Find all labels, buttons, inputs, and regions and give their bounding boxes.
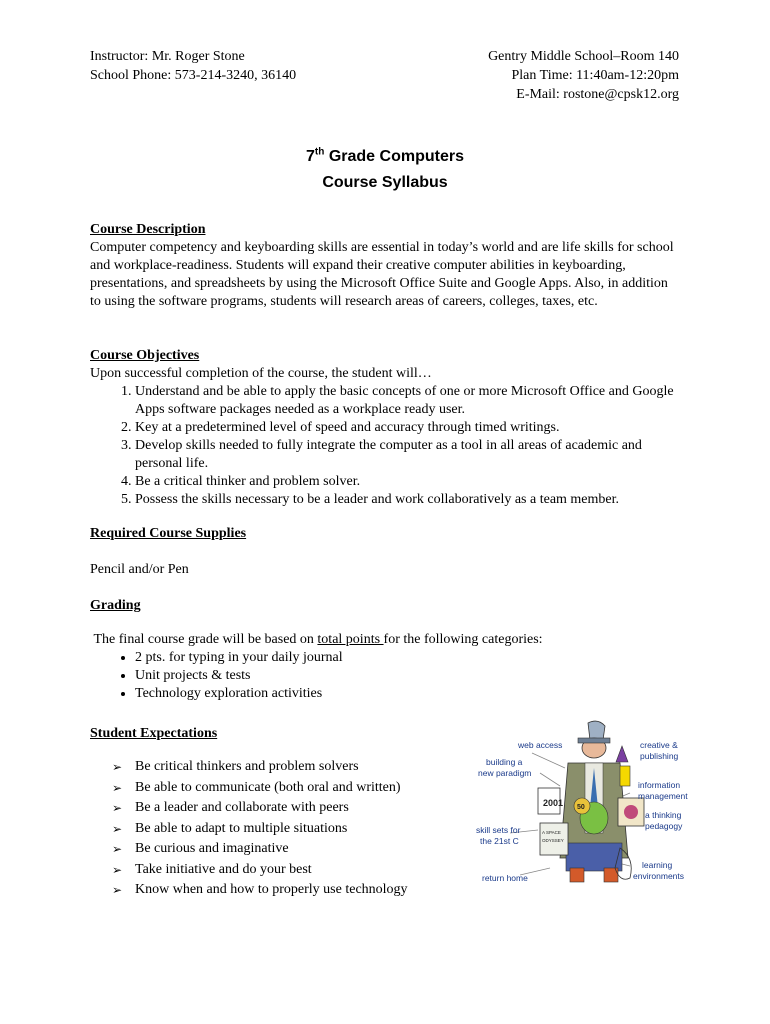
school-phone: School Phone: 573-214-3240, 36140 [90,68,297,83]
list-item: ➢ Be curious and imaginative [90,839,450,860]
label-creative-1: creative & [640,740,678,750]
label-info-1: information [638,780,681,790]
label-return-home: return home [482,873,528,883]
school-room: Gentry Middle School–Room 140 [488,49,679,64]
label-paradigm-1: building a [486,757,523,767]
arrow-bullet-icon: ➢ [112,862,123,877]
list-item: 1. Understand and be able to apply the basic concepts of one or more Microsoft Office and Google Apps software packages needed as a workplace ready user. [135,383,680,419]
description-heading: Course Description [90,222,206,237]
page-title [0,144,770,196]
label-paradigm-2: new paradigm [478,768,532,778]
expectations-heading: Student Expectations [90,726,218,741]
label-thinking-1: a thinking [645,810,682,820]
total-points: total points [317,632,384,647]
supplies-text: Pencil and/or Pen [90,562,189,577]
label-learning-1: learning [642,860,673,870]
arrow-bullet-icon: ➢ [112,801,123,815]
grading-list [90,649,680,703]
grading-intro: The final course grade will be based on total points for the following categories: [90,632,543,647]
list-item: • Technology exploration activities [135,685,680,703]
label-thinking-2: pedagogy [645,821,683,831]
arrow-bullet-icon: ➢ [112,821,123,836]
list-item: • 2 pts. for typing in your daily journal [135,649,680,667]
arrow-bullet-icon: ➢ [112,842,123,856]
instructor-info [90,47,296,85]
objectives-heading: Course Objectives [90,348,200,363]
arrow-bullet-icon: ➢ [112,780,123,795]
objectives-intro: Upon successful completion of the course, the student will… [90,366,432,381]
grading-heading: Grading [90,598,141,613]
list-item: ➢ Be critical thinkers and problem solvers [90,757,450,778]
label-skills-1: skill sets for [476,825,521,835]
label-skills-2: the 21st C [480,836,519,846]
grading [90,597,680,703]
gadget-teacher-illustration [470,718,692,893]
list-item: 2. Key at a predetermined level of speed and accuracy through timed writings. [135,419,680,437]
course-objectives [90,347,680,509]
list-item: ➢ Know when and how to properly use technology [90,880,450,901]
sign-2001-label: 2001 [543,798,564,808]
label-creative-2: publishing [640,751,679,761]
expectations-list [90,757,450,901]
title-line-1: 7th Grade Computers [306,146,464,165]
label-learning-2: environments [633,871,685,881]
book-label-line2: ODYSSEY [542,838,564,843]
supplies-heading: Required Course Supplies [90,526,247,541]
instructor-name: Instructor: Mr. Roger Stone [90,49,245,64]
required-supplies [90,525,680,579]
list-item: 4. Be a critical thinker and problem solver. [135,473,680,491]
student-expectations [90,725,450,901]
email: E-Mail: rostone@cpsk12.org [516,87,679,102]
book-label-line1: A SPACE [542,830,561,835]
badge-label: 50 [577,804,585,811]
description-text: Computer competency and keyboarding skills are essential in today’s world and are life skills for school and workplace-readiness. Students will expand their creative computer abilities in keyboarding, presentations, and spreadsheets by using the Microsoft Office Suite and Google Apps. Also, in addition to using the software programs, students will research areas of careers, colleges, taxes, etc. [90,240,674,309]
list-item: 3. Develop skills needed to fully integrate the computer as a tool in all areas of academic and personal life. [135,437,680,473]
list-item: ➢ Be a leader and collaborate with peers [90,798,450,819]
list-item: 5. Possess the skills necessary to be a leader and work collaboratively as a team member. [135,491,680,509]
title-line-2: Course Syllabus [322,174,448,191]
list-item: ➢ Be able to communicate (both oral and written) [90,778,450,799]
arrow-bullet-icon: ➢ [112,883,123,897]
objectives-list [90,383,680,509]
label-web-access: web access [518,740,563,750]
arrow-bullet-icon: ➢ [112,760,123,774]
list-item: • Unit projects & tests [135,667,680,685]
list-item: ➢ Be able to adapt to multiple situations [90,819,450,840]
course-description [90,221,680,311]
plan-time: Plan Time: 11:40am-12:20pm [511,68,679,83]
label-info-2: management [638,791,688,801]
school-info [488,47,679,104]
list-item: ➢ Take initiative and do your best [90,860,450,881]
